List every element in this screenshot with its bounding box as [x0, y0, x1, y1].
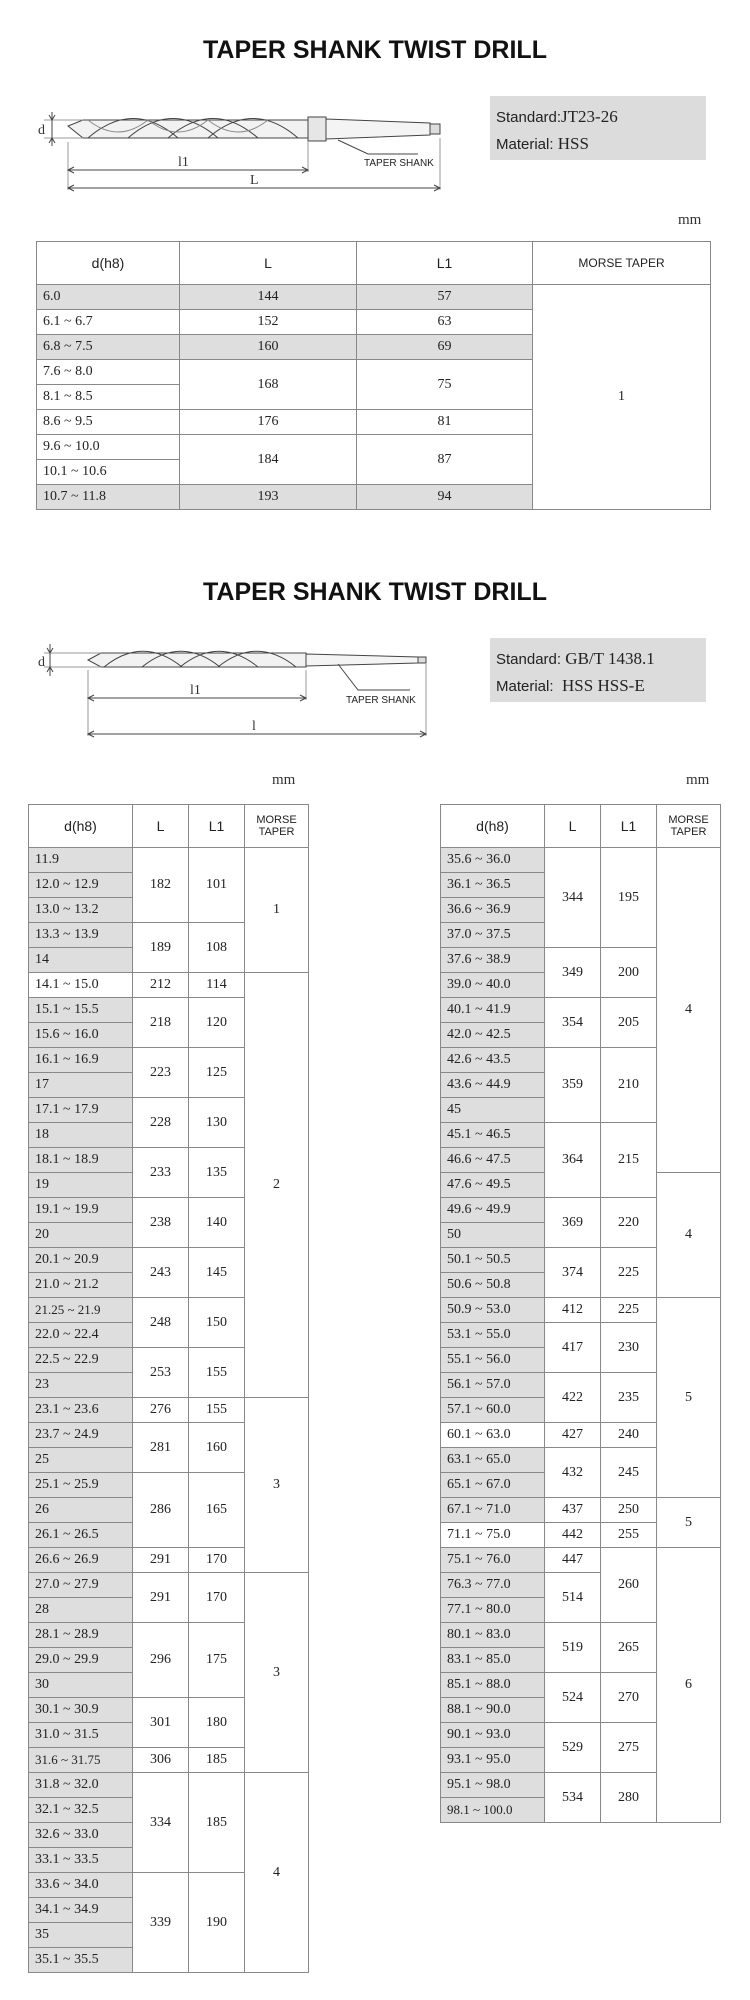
- cell-L1: 215: [601, 1123, 657, 1198]
- cell-L1: 94: [357, 485, 533, 510]
- cell-L: 223: [133, 1048, 189, 1098]
- cell-d: 25.1 ~ 25.9: [29, 1473, 133, 1498]
- cell-d: 45.1 ~ 46.5: [441, 1123, 545, 1148]
- cell-d: 35.1 ~ 35.5: [29, 1948, 133, 1973]
- cell-L: 364: [545, 1123, 601, 1198]
- cell-d: 33.1 ~ 33.5: [29, 1848, 133, 1873]
- cell-d: 17: [29, 1073, 133, 1098]
- section1-spec-box: [490, 96, 706, 160]
- cell-L1: 220: [601, 1198, 657, 1248]
- cell-morse: 5: [657, 1498, 721, 1548]
- cell-d: 31.0 ~ 31.5: [29, 1723, 133, 1748]
- cell-d: 63.1 ~ 65.0: [441, 1448, 545, 1473]
- header-row: [37, 242, 711, 285]
- cell-L1: 108: [189, 923, 245, 973]
- cell-L: 529: [545, 1723, 601, 1773]
- cell-L1: 57: [357, 285, 533, 310]
- table-row: [29, 1573, 309, 1598]
- cell-L: 238: [133, 1198, 189, 1248]
- cell-d: 28.1 ~ 28.9: [29, 1623, 133, 1648]
- cell-L: 334: [133, 1773, 189, 1873]
- cell-L1: 235: [601, 1373, 657, 1423]
- cell-d: 50.6 ~ 50.8: [441, 1273, 545, 1298]
- cell-L: 369: [545, 1198, 601, 1248]
- cell-d: 6.8 ~ 7.5: [37, 335, 180, 360]
- cell-L1: 210: [601, 1048, 657, 1123]
- cell-L: 286: [133, 1473, 189, 1548]
- cell-morse: 3: [245, 1398, 309, 1573]
- cell-L: 168: [180, 360, 357, 410]
- cell-d: 10.7 ~ 11.8: [37, 485, 180, 510]
- table-row: [441, 1298, 721, 1323]
- cell-d: 35: [29, 1923, 133, 1948]
- section1-title: TAPER SHANK TWIST DRILL: [203, 36, 547, 64]
- cell-d: 21.25 ~ 21.9: [29, 1298, 133, 1323]
- cell-morse: 4: [245, 1773, 309, 1973]
- cell-L1: 205: [601, 998, 657, 1048]
- cell-L1: 255: [601, 1523, 657, 1548]
- cell-d: 31.8 ~ 32.0: [29, 1773, 133, 1798]
- cell-L1: 150: [189, 1298, 245, 1348]
- header-L: L: [545, 805, 601, 848]
- cell-L: 243: [133, 1248, 189, 1298]
- cell-L1: 114: [189, 973, 245, 998]
- cell-L1: 260: [601, 1548, 657, 1623]
- cell-d: 20.1 ~ 20.9: [29, 1248, 133, 1273]
- cell-L1: 190: [189, 1873, 245, 1973]
- cell-d: 67.1 ~ 71.0: [441, 1498, 545, 1523]
- drawing-label-d: d: [38, 123, 45, 138]
- cell-d: 50.9 ~ 53.0: [441, 1298, 545, 1323]
- cell-L: 437: [545, 1498, 601, 1523]
- cell-L: 228: [133, 1098, 189, 1148]
- material-label: Material:: [496, 136, 554, 153]
- cell-d: 23.1 ~ 23.6: [29, 1398, 133, 1423]
- cell-L1: 200: [601, 948, 657, 998]
- cell-L: 193: [180, 485, 357, 510]
- cell-d: 15.6 ~ 16.0: [29, 1023, 133, 1048]
- standard-label: Standard:: [496, 109, 562, 126]
- cell-d: 42.6 ~ 43.5: [441, 1048, 545, 1073]
- cell-d: 32.1 ~ 32.5: [29, 1798, 133, 1823]
- cell-d: 22.5 ~ 22.9: [29, 1348, 133, 1373]
- cell-d: 13.3 ~ 13.9: [29, 923, 133, 948]
- cell-d: 77.1 ~ 80.0: [441, 1598, 545, 1623]
- cell-d: 33.6 ~ 34.0: [29, 1873, 133, 1898]
- drawing-label-taper-shank: TAPER SHANK: [364, 158, 434, 169]
- cell-L: 184: [180, 435, 357, 485]
- cell-L1: 230: [601, 1323, 657, 1373]
- cell-L1: 170: [189, 1573, 245, 1623]
- cell-d: 71.1 ~ 75.0: [441, 1523, 545, 1548]
- header-L: L: [180, 242, 357, 285]
- cell-d: 43.6 ~ 44.9: [441, 1073, 545, 1098]
- cell-L1: 280: [601, 1773, 657, 1823]
- cell-d: 93.1 ~ 95.0: [441, 1748, 545, 1773]
- cell-L: 447: [545, 1548, 601, 1573]
- cell-L: 189: [133, 923, 189, 973]
- cell-L: 218: [133, 998, 189, 1048]
- cell-L1: 130: [189, 1098, 245, 1148]
- cell-d: 26: [29, 1498, 133, 1523]
- cell-d: 19: [29, 1173, 133, 1198]
- cell-L: 442: [545, 1523, 601, 1548]
- cell-d: 18.1 ~ 18.9: [29, 1148, 133, 1173]
- standard2-value: GB/T 1438.1: [565, 649, 655, 668]
- cell-d: 36.6 ~ 36.9: [441, 898, 545, 923]
- header-d: d(h8): [29, 805, 133, 848]
- cell-d: 50: [441, 1223, 545, 1248]
- cell-d: 55.1 ~ 56.0: [441, 1348, 545, 1373]
- cell-d: 35.6 ~ 36.0: [441, 848, 545, 873]
- cell-L: 514: [545, 1573, 601, 1623]
- cell-morse: 4: [657, 848, 721, 1173]
- section2-drill-drawing: [38, 624, 458, 744]
- cell-L1: 81: [357, 410, 533, 435]
- section2-title: TAPER SHANK TWIST DRILL: [203, 578, 547, 606]
- cell-d: 20: [29, 1223, 133, 1248]
- cell-morse: 2: [245, 973, 309, 1398]
- header-L1: L1: [189, 805, 245, 848]
- cell-d: 39.0 ~ 40.0: [441, 973, 545, 998]
- cell-d: 40.1 ~ 41.9: [441, 998, 545, 1023]
- cell-L1: 69: [357, 335, 533, 360]
- cell-d: 85.1 ~ 88.0: [441, 1673, 545, 1698]
- cell-L: 144: [180, 285, 357, 310]
- cell-d: 10.1 ~ 10.6: [37, 460, 180, 485]
- cell-L1: 145: [189, 1248, 245, 1298]
- cell-d: 28: [29, 1598, 133, 1623]
- cell-d: 26.6 ~ 26.9: [29, 1548, 133, 1573]
- cell-L: 248: [133, 1298, 189, 1348]
- cell-L: 152: [180, 310, 357, 335]
- cell-d: 31.6 ~ 31.75: [29, 1748, 133, 1773]
- cell-d: 15.1 ~ 15.5: [29, 998, 133, 1023]
- cell-d: 53.1 ~ 55.0: [441, 1323, 545, 1348]
- table-row: [29, 1398, 309, 1423]
- cell-L: 339: [133, 1873, 189, 1973]
- material2-value: HSS HSS-E: [562, 676, 645, 695]
- cell-d: 32.6 ~ 33.0: [29, 1823, 133, 1848]
- cell-L1: 87: [357, 435, 533, 485]
- cell-L: 432: [545, 1448, 601, 1498]
- cell-L1: 140: [189, 1198, 245, 1248]
- cell-L1: 175: [189, 1623, 245, 1698]
- cell-L: 276: [133, 1398, 189, 1423]
- cell-L: 534: [545, 1773, 601, 1823]
- section2-spec-box: [490, 638, 706, 702]
- cell-d: 13.0 ~ 13.2: [29, 898, 133, 923]
- cell-L1: 63: [357, 310, 533, 335]
- cell-L: 160: [180, 335, 357, 360]
- cell-L: 281: [133, 1423, 189, 1473]
- cell-d: 83.1 ~ 85.0: [441, 1648, 545, 1673]
- cell-d: 26.1 ~ 26.5: [29, 1523, 133, 1548]
- cell-d: 16.1 ~ 16.9: [29, 1048, 133, 1073]
- header-L1: L1: [601, 805, 657, 848]
- drawing2-label-d: d: [38, 655, 45, 670]
- cell-d: 80.1 ~ 83.0: [441, 1623, 545, 1648]
- cell-d: 50.1 ~ 50.5: [441, 1248, 545, 1273]
- cell-L1: 101: [189, 848, 245, 923]
- cell-L: 374: [545, 1248, 601, 1298]
- material2-label: Material:: [496, 678, 554, 695]
- cell-L1: 185: [189, 1748, 245, 1773]
- cell-morse: 4: [657, 1173, 721, 1298]
- cell-d: 25: [29, 1448, 133, 1473]
- table-row: [441, 1548, 721, 1573]
- cell-morse: 5: [657, 1298, 721, 1498]
- cell-L1: 185: [189, 1773, 245, 1873]
- cell-L1: 155: [189, 1348, 245, 1398]
- cell-morse: 3: [245, 1573, 309, 1773]
- header-d: d(h8): [441, 805, 545, 848]
- table-row: [29, 1773, 309, 1798]
- cell-d: 8.6 ~ 9.5: [37, 410, 180, 435]
- cell-L1: 135: [189, 1148, 245, 1198]
- cell-L: 233: [133, 1148, 189, 1198]
- cell-d: 90.1 ~ 93.0: [441, 1723, 545, 1748]
- cell-d: 30.1 ~ 30.9: [29, 1698, 133, 1723]
- cell-L: 176: [180, 410, 357, 435]
- cell-d: 27.0 ~ 27.9: [29, 1573, 133, 1598]
- cell-d: 19.1 ~ 19.9: [29, 1198, 133, 1223]
- cell-L: 519: [545, 1623, 601, 1673]
- cell-L1: 225: [601, 1298, 657, 1323]
- standard2-label: Standard:: [496, 651, 562, 668]
- table-row: [29, 848, 309, 873]
- cell-L1: 120: [189, 998, 245, 1048]
- cell-L1: 75: [357, 360, 533, 410]
- cell-d: 57.1 ~ 60.0: [441, 1398, 545, 1423]
- cell-L: 296: [133, 1623, 189, 1698]
- cell-L1: 270: [601, 1673, 657, 1723]
- drawing2-label-l1: l1: [190, 683, 201, 698]
- header-L1: L1: [357, 242, 533, 285]
- cell-L: 291: [133, 1548, 189, 1573]
- cell-d: 34.1 ~ 34.9: [29, 1898, 133, 1923]
- cell-d: 23.7 ~ 24.9: [29, 1423, 133, 1448]
- cell-L: 253: [133, 1348, 189, 1398]
- cell-d: 6.0: [37, 285, 180, 310]
- cell-L1: 180: [189, 1698, 245, 1748]
- drawing2-label-taper-shank: TAPER SHANK: [346, 695, 416, 706]
- cell-d: 7.6 ~ 8.0: [37, 360, 180, 385]
- cell-L: 422: [545, 1373, 601, 1423]
- cell-d: 37.6 ~ 38.9: [441, 948, 545, 973]
- section1-unit: mm: [678, 212, 702, 228]
- cell-morse: 6: [657, 1548, 721, 1823]
- cell-L: 524: [545, 1673, 601, 1723]
- cell-d: 65.1 ~ 67.0: [441, 1473, 545, 1498]
- section2-table-left: [28, 804, 309, 1973]
- cell-d: 12.0 ~ 12.9: [29, 873, 133, 898]
- cell-d: 9.6 ~ 10.0: [37, 435, 180, 460]
- cell-L1: 265: [601, 1623, 657, 1673]
- cell-d: 88.1 ~ 90.0: [441, 1698, 545, 1723]
- cell-d: 60.1 ~ 63.0: [441, 1423, 545, 1448]
- header-row: [441, 805, 721, 848]
- cell-L1: 170: [189, 1548, 245, 1573]
- section2-table-right: [440, 804, 721, 1823]
- section2-unit-right: mm: [686, 772, 710, 788]
- section2-unit-left: mm: [272, 772, 296, 788]
- standard-value: JT23-26: [561, 107, 618, 126]
- cell-L1: 125: [189, 1048, 245, 1098]
- header-d: d(h8): [37, 242, 180, 285]
- cell-d: 14.1 ~ 15.0: [29, 973, 133, 998]
- cell-d: 42.0 ~ 42.5: [441, 1023, 545, 1048]
- cell-morse: 1: [533, 285, 711, 510]
- cell-d: 49.6 ~ 49.9: [441, 1198, 545, 1223]
- cell-L: 417: [545, 1323, 601, 1373]
- cell-d: 17.1 ~ 17.9: [29, 1098, 133, 1123]
- cell-morse: 1: [245, 848, 309, 973]
- cell-L: 349: [545, 948, 601, 998]
- section1-table: [36, 241, 711, 510]
- cell-L1: 275: [601, 1723, 657, 1773]
- drawing-label-l1: l1: [178, 155, 189, 170]
- cell-d: 95.1 ~ 98.0: [441, 1773, 545, 1798]
- header-morse: MORSE TAPER: [657, 805, 721, 848]
- header-morse: MORSE TAPER: [245, 805, 309, 848]
- cell-L1: 160: [189, 1423, 245, 1473]
- cell-d: 29.0 ~ 29.9: [29, 1648, 133, 1673]
- drawing2-label-l: l: [252, 719, 256, 734]
- cell-L: 182: [133, 848, 189, 923]
- cell-d: 45: [441, 1098, 545, 1123]
- cell-d: 18: [29, 1123, 133, 1148]
- cell-L1: 195: [601, 848, 657, 948]
- cell-L: 301: [133, 1698, 189, 1748]
- cell-L1: 250: [601, 1498, 657, 1523]
- material-value: HSS: [557, 134, 589, 153]
- table-row: [441, 1498, 721, 1523]
- header-morse: MORSE TAPER: [533, 242, 711, 285]
- cell-d: 56.1 ~ 57.0: [441, 1373, 545, 1398]
- cell-L: 354: [545, 998, 601, 1048]
- section1-drill-drawing: [38, 82, 458, 202]
- cell-d: 98.1 ~ 100.0: [441, 1798, 545, 1823]
- header-row: [29, 805, 309, 848]
- cell-d: 22.0 ~ 22.4: [29, 1323, 133, 1348]
- cell-L: 306: [133, 1748, 189, 1773]
- cell-d: 23: [29, 1373, 133, 1398]
- cell-d: 6.1 ~ 6.7: [37, 310, 180, 335]
- cell-d: 46.6 ~ 47.5: [441, 1148, 545, 1173]
- table-row: [29, 973, 309, 998]
- cell-L: 412: [545, 1298, 601, 1323]
- cell-L: 427: [545, 1423, 601, 1448]
- cell-L: 291: [133, 1573, 189, 1623]
- cell-L1: 155: [189, 1398, 245, 1423]
- cell-d: 76.3 ~ 77.0: [441, 1573, 545, 1598]
- cell-d: 30: [29, 1673, 133, 1698]
- cell-d: 75.1 ~ 76.0: [441, 1548, 545, 1573]
- table-row: [441, 848, 721, 873]
- cell-L: 212: [133, 973, 189, 998]
- header-L: L: [133, 805, 189, 848]
- cell-L: 359: [545, 1048, 601, 1123]
- cell-d: 14: [29, 948, 133, 973]
- cell-d: 21.0 ~ 21.2: [29, 1273, 133, 1298]
- cell-d: 36.1 ~ 36.5: [441, 873, 545, 898]
- cell-d: 47.6 ~ 49.5: [441, 1173, 545, 1198]
- cell-L: 344: [545, 848, 601, 948]
- cell-L1: 165: [189, 1473, 245, 1548]
- cell-L1: 240: [601, 1423, 657, 1448]
- cell-L1: 225: [601, 1248, 657, 1298]
- drawing-label-L: L: [250, 173, 259, 188]
- table-row: [37, 285, 711, 310]
- cell-d: 11.9: [29, 848, 133, 873]
- cell-d: 37.0 ~ 37.5: [441, 923, 545, 948]
- cell-L1: 245: [601, 1448, 657, 1498]
- cell-d: 8.1 ~ 8.5: [37, 385, 180, 410]
